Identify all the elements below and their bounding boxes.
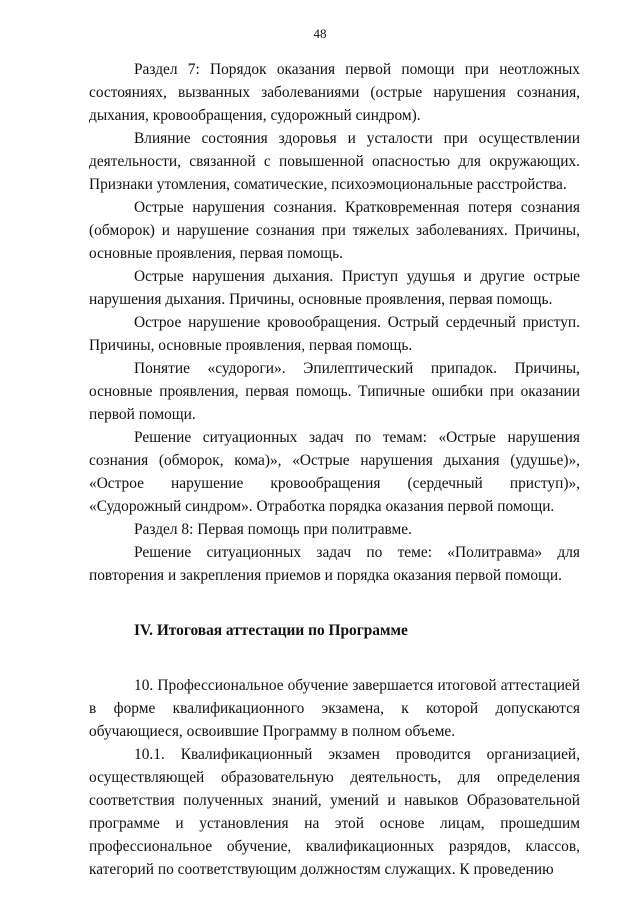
paragraph-qualification-exam: 10.1. Квалификационный экзамен проводится организацией, осуществляющей образовательную деятельность, для определения соответствия полученных знаний, умений и навыков Образовательной программе и установления на этой основе лицам, прошедшим профессиональное обучение, квалификационных разрядов, классов, категорий по соответствующим должностям служащих. К проведению bbox=[89, 746, 580, 878]
section-heading: IV. Итоговая аттестации по Программе bbox=[134, 622, 408, 639]
paragraph-health-fatigue: Влияние состояния здоровья и усталости при осуществлении деятельности, связанной с повышенной опасностью для окружающих. Признаки утомления, соматические, психоэмоциональные расстройства. bbox=[89, 130, 580, 193]
document-body bbox=[89, 58, 580, 881]
paragraph-breathing-disorders: Острые нарушения дыхания. Приступ удушья и другие острые нарушения дыхания. Причины, основные проявления, первая помощь. bbox=[89, 268, 580, 308]
paragraph-consciousness-disorders: Острые нарушения сознания. Кратковременная потеря сознания (обморок) и нарушение сознания при тяжелых заболеваниях. Причины, основные проявления, первая помощь. bbox=[89, 199, 580, 262]
paragraph-circulation-disorders: Острое нарушение кровообращения. Острый сердечный приступ. Причины, основные проявления, первая помощь. bbox=[89, 314, 580, 354]
paragraph-section-7-title: Раздел 7: Порядок оказания первой помощи при неотложных состояниях, вызванных заболеваниями (острые нарушения сознания, дыхания, кровообращения, судорожный синдром). bbox=[89, 61, 580, 124]
paragraph-seizures: Понятие «судороги». Эпилептический припадок. Причины, основные проявления, первая помощь. Типичные ошибки при оказании первой помощи. bbox=[89, 360, 580, 423]
paragraph-polytrauma-tasks: Решение ситуационных задач по теме: «Политравма» для повторения и закрепления приемов и порядка оказания первой помощи. bbox=[89, 544, 580, 584]
paragraph-situational-tasks: Решение ситуационных задач по темам: «Острые нарушения сознания (обморок, кома)», «Острые нарушения дыхания (удушье)», «Острое нарушение кровообращения (сердечный приступ)», «Судорожный синдром». Отработка порядка оказания первой помощи. bbox=[89, 429, 580, 515]
paragraph-section-8-title: Раздел 8: Первая помощь при политравме. bbox=[134, 521, 412, 538]
paragraph-final-certification: 10. Профессиональное обучение завершается итоговой аттестацией в форме квалификационного экзамена, к которой допускаются обучающиеся, освоившие Программу в полном объеме. bbox=[89, 677, 580, 740]
page-number: 48 bbox=[313, 26, 327, 41]
